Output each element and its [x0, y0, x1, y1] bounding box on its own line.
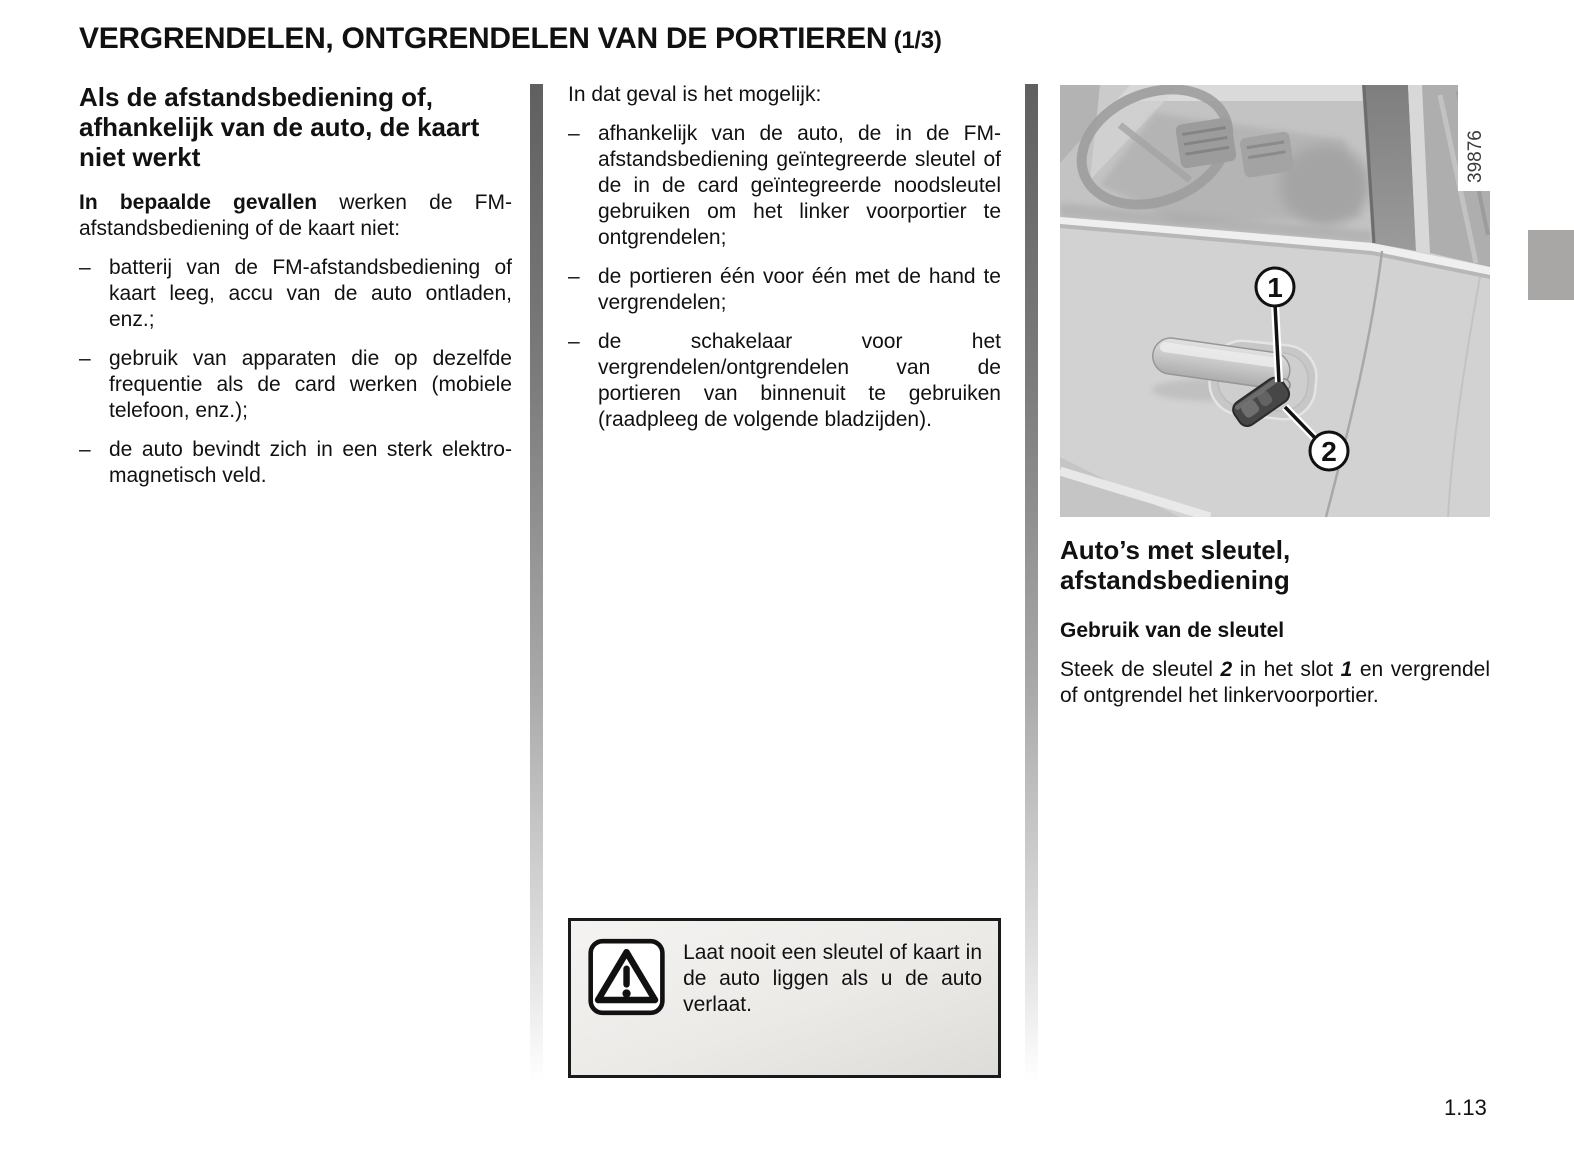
- bullet-dash: –: [79, 256, 91, 279]
- list-item: [79, 437, 512, 489]
- usage-paragraph: [1060, 657, 1490, 709]
- callout-2-badge: [1310, 432, 1348, 470]
- list-item: [79, 346, 512, 424]
- list-item: [79, 255, 512, 333]
- door-illustration-svg: [1060, 85, 1490, 517]
- bullet-dash: –: [79, 347, 91, 370]
- usage-ref-1: 1: [1340, 658, 1353, 681]
- bullet-text: de schakelaar voor het vergrendelen/ontgrendelen van de portieren van binnenuit te gebruiken (raadpleeg de volgende bladzijden).: [598, 330, 1001, 431]
- left-intro-rest: werken de FM-afstandsbediening of de kaart niet:: [79, 191, 512, 240]
- usage-text: Steek de sleutel: [1060, 658, 1221, 681]
- left-intro-bold: In bepaalde gevallen: [79, 191, 318, 214]
- list-item: [568, 121, 1001, 251]
- bullet-text: batterij van de FM-afstandsbediening of kaart leeg, accu van de auto ontladen, enz.;: [109, 256, 512, 331]
- warning-box: [568, 918, 1001, 1078]
- section-edge-tab: [1528, 230, 1574, 300]
- callout-1-badge: [1256, 268, 1294, 306]
- right-subheading: Gebruik van de sleutel: [1060, 619, 1285, 642]
- page-title: [79, 22, 942, 56]
- list-item: [568, 264, 1001, 316]
- middle-column: [568, 82, 1001, 446]
- right-column-heading: Auto’s met sleutel, afstandsbediening: [1060, 535, 1291, 595]
- figure-ref-number: 39876: [1465, 130, 1486, 183]
- warning-text: Laat nooit een sleutel of kaart in de auto liggen als u de auto verlaat.: [683, 941, 982, 1016]
- warning-triangle-icon: [587, 936, 666, 1018]
- bullet-dash: –: [568, 122, 580, 145]
- page-number: 1.13: [1444, 1095, 1487, 1120]
- bullet-dash: –: [568, 330, 580, 353]
- usage-text: in het slot: [1232, 658, 1341, 681]
- left-column: [79, 82, 512, 502]
- usage-text: en vergrendel of ontgrendel het linkervoorportier.: [1060, 658, 1491, 707]
- door-key-illustration: [1060, 85, 1490, 517]
- page-title-main: VERGRENDELEN, ONTGRENDELEN VAN DE PORTIEREN: [79, 22, 888, 55]
- bullet-text: gebruik van apparaten die op dezelfde frequentie als de card werken (mobiele telefoon, enz.);: [109, 347, 512, 422]
- right-column: [1060, 85, 1490, 722]
- left-column-heading: Als de afstandsbediening of, afhankelijk van de auto, de kaart niet werkt: [79, 82, 480, 172]
- list-item: [568, 329, 1001, 433]
- column-divider-left: [530, 84, 543, 1082]
- bullet-dash: –: [568, 265, 580, 288]
- bullet-dash: –: [79, 438, 91, 461]
- page-title-suffix: (1/3): [887, 27, 942, 54]
- left-intro: [79, 190, 512, 242]
- callout-2-label: 2: [1321, 436, 1337, 467]
- bullet-text: de portieren één voor één met de hand te vergrendelen;: [598, 265, 1001, 314]
- middle-intro: In dat geval is het mogelijk:: [568, 83, 822, 106]
- callout-1-label: 1: [1267, 272, 1283, 303]
- usage-ref-2: 2: [1220, 658, 1233, 681]
- column-divider-right: [1025, 84, 1038, 1082]
- bullet-text: afhankelijk van de auto, de in de FM-afstandsbediening geïntegreerde sleutel of de in de card geïntegreerde noodsleutel gebruiken om het linker voorportier te ontgrendelen;: [598, 122, 1001, 249]
- bullet-text: de auto bevindt zich in een sterk elektromagnetisch veld.: [109, 438, 512, 487]
